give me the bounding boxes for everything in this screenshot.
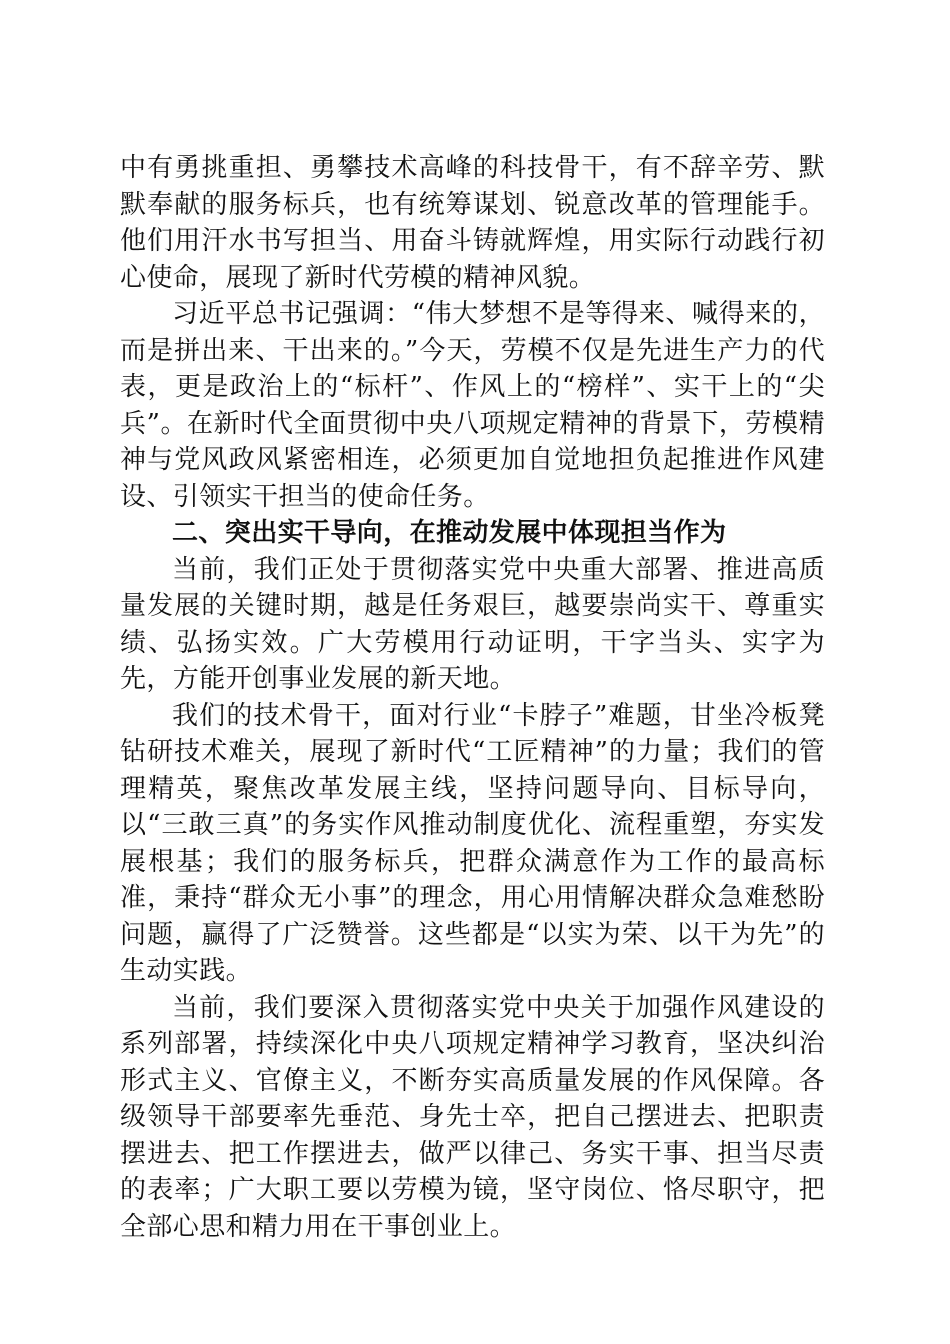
document-page xyxy=(120,150,825,1245)
section-heading-2: 二、突出实干导向，在推动发展中体现担当作为 xyxy=(172,518,727,548)
paragraph-technical-backbone: 我们的技术骨干，面对行业“卡脖子”难题，甘坐冷板凳钻研技术难关，展现了新时代“工匠精神”的力量；我们的管理精英，聚焦改革发展主线，坚持问题导向、目标导向，以“三敢三真”的务实作风推动制度优化、流程重塑，夯实发展根基；我们的服务标兵，把群众满意作为工作的最高标准，秉持“群众无小事”的理念，用心用情解决群众急难愁盼问题，赢得了广泛赞誉。这些都是“以实为荣、以干为先”的生动实践。 xyxy=(120,700,825,986)
paragraph-continuation: 中有勇挑重担、勇攀技术高峰的科技骨干，有不辞辛劳、默默奉献的服务标兵，也有统筹谋划、锐意改革的管理能手。他们用汗水书写担当、用奋斗铸就辉煌，用实际行动践行初心使命，展现了新时代劳模的精神风貌。 xyxy=(120,153,825,293)
paragraph-xi-quote: 习近平总书记强调：“伟大梦想不是等得来、喊得来的，而是拼出来、干出来的。”今天，劳模不仅是先进生产力的代表，更是政治上的“标杆”、作风上的“榜样”、实干上的“尖兵”。在新时代全面贯彻中央八项规定精神的背景下，劳模精神与党风政风紧密相连，必须更加自觉地担负起推进作风建设、引领实干担当的使命任务。 xyxy=(120,299,825,512)
paragraph-work-style: 当前，我们要深入贯彻落实党中央关于加强作风建设的系列部署，持续深化中央八项规定精神学习教育，坚决纠治形式主义、官僚主义，不断夯实高质量发展的作风保障。各级领导干部要率先垂范、身先士卒，把自己摆进去、把职责摆进去、把工作摆进去，做严以律己、务实干事、担当尽责的表率；广大职工要以劳模为镜，坚守岗位、恪尽职守，把全部心思和精力用在干事创业上。 xyxy=(120,992,825,1242)
paragraph-current-period: 当前，我们正处于贯彻落实党中央重大部署、推进高质量发展的关键时期，越是任务艰巨，越要崇尚实干、尊重实绩、弘扬实效。广大劳模用行动证明，干字当头、实字为先，方能开创事业发展的新天地。 xyxy=(120,554,825,694)
